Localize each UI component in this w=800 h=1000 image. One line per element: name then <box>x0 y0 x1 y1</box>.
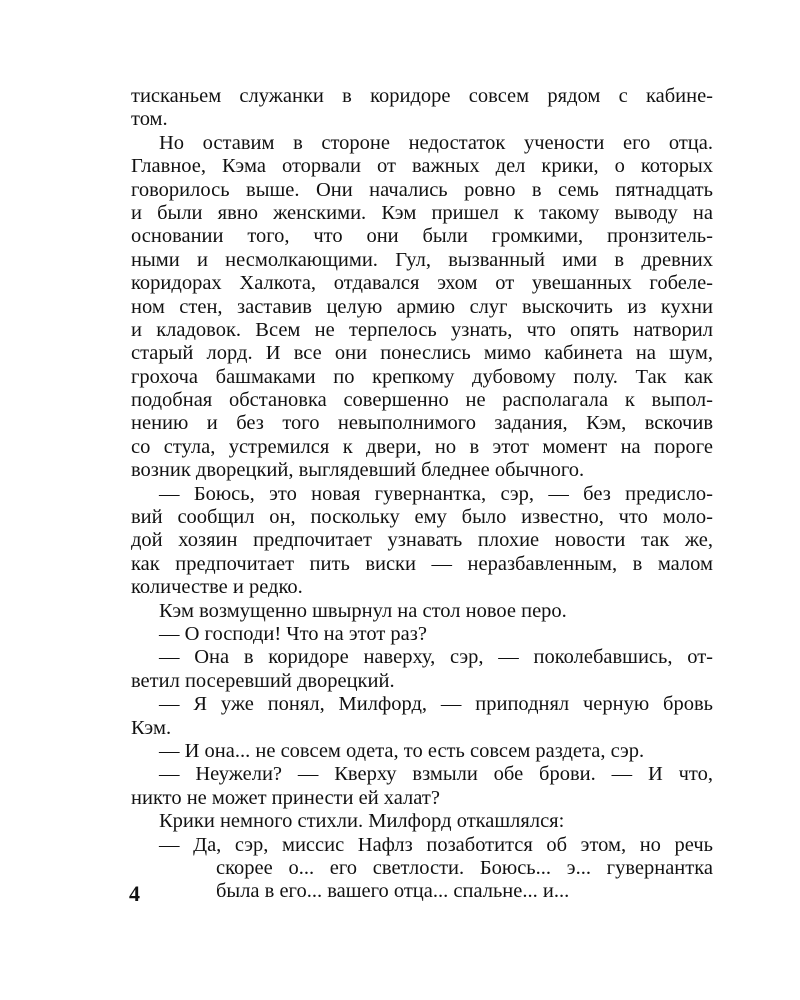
text-line-19: вий сообщил он, поскольку ему было известно, что моло- <box>131 506 713 529</box>
text-line-25: — Она в коридоре наверху, сэр, — поколебавшись, от- <box>159 646 713 669</box>
text-line-15: нению и без того невыполнимого задания, Кэм, вскочив <box>131 412 713 435</box>
text-line-11: и кладовок. Всем не терпелось узнать, что опять натворил <box>131 318 713 341</box>
text-line-33: — Да, сэр, миссис Нафлз позаботится об этом, но речь <box>159 833 713 856</box>
text-line-23: Кэм возмущенно швырнул на стол новое перо. <box>159 599 567 622</box>
text-line-8: ными и несмолкающими. Гул, вызванный ими в древних <box>131 248 713 271</box>
text-line-30: — Неужели? — Кверху взмыли обе брови. — И что, <box>159 763 713 786</box>
text-line-16: со стула, устремился к двери, но в этот момент на пороге <box>131 435 713 458</box>
text-line-5: говорилось выше. Они начались ровно в семь пятнадцать <box>131 178 713 201</box>
text-line-6: и были явно женскими. Кэм пришел к такому выводу на <box>131 201 713 224</box>
text-line-32: Крики немного стихли. Милфорд откашлялся: <box>159 810 565 833</box>
text-line-1: тисканьем служанки в коридоре совсем рядом с кабине- <box>131 85 713 107</box>
text-line-4: Главное, Кэма оторвали от важных дел крики, о которых <box>131 155 713 178</box>
text-line-27: — Я уже понял, Милфорд, — приподнял черную бровь <box>159 693 713 716</box>
text-line-26: ветил посеревший дворецкий. <box>131 669 395 692</box>
text-line-2: том. <box>131 108 168 131</box>
text-line-9: коридорах Халкота, отдавался эхом от увешанных гобеле- <box>131 272 713 295</box>
text-line-35: была в его... вашего отца... спальне... и... <box>216 880 570 903</box>
text-line-7: основании того, что они были громкими, пронзитель- <box>131 225 713 248</box>
book-page-text <box>131 85 713 904</box>
text-line-14: подобная обстановка совершенно не располагала к выпол- <box>131 389 713 412</box>
text-line-29: — И она... не совсем одета, то есть совсем раздета, сэр. <box>159 739 645 762</box>
text-line-22: количестве и редко. <box>131 576 303 599</box>
text-line-17: возник дворецкий, выглядевший бледнее обычного. <box>131 459 585 482</box>
text-line-13: грохоча башмаками по крепкому дубовому полу. Так как <box>131 365 713 388</box>
text-line-28: Кэм. <box>131 716 172 739</box>
text-line-24: — О господи! Что на этот раз? <box>159 622 427 645</box>
text-line-20: дой хозяин предпочитает узнавать плохие новости так же, <box>131 529 713 552</box>
page-number: 4 <box>129 881 140 906</box>
text-line-18: — Боюсь, это новая гувернантка, сэр, — без предисло- <box>159 482 713 505</box>
text-line-10: ном стен, заставив целую армию слуг выскочить из кухни <box>131 295 713 318</box>
text-line-21: как предпочитает пить виски — неразбавленным, в малом <box>131 552 713 575</box>
text-line-34: скорее о... его светлости. Боюсь... э... гувернантка <box>216 856 713 879</box>
text-line-12: старый лорд. И все они понеслись мимо кабинета на шум, <box>131 342 713 365</box>
text-line-3: Но оставим в стороне недостаток учености его отца. <box>159 131 713 154</box>
text-line-31: никто не может принести ей халат? <box>131 786 440 809</box>
